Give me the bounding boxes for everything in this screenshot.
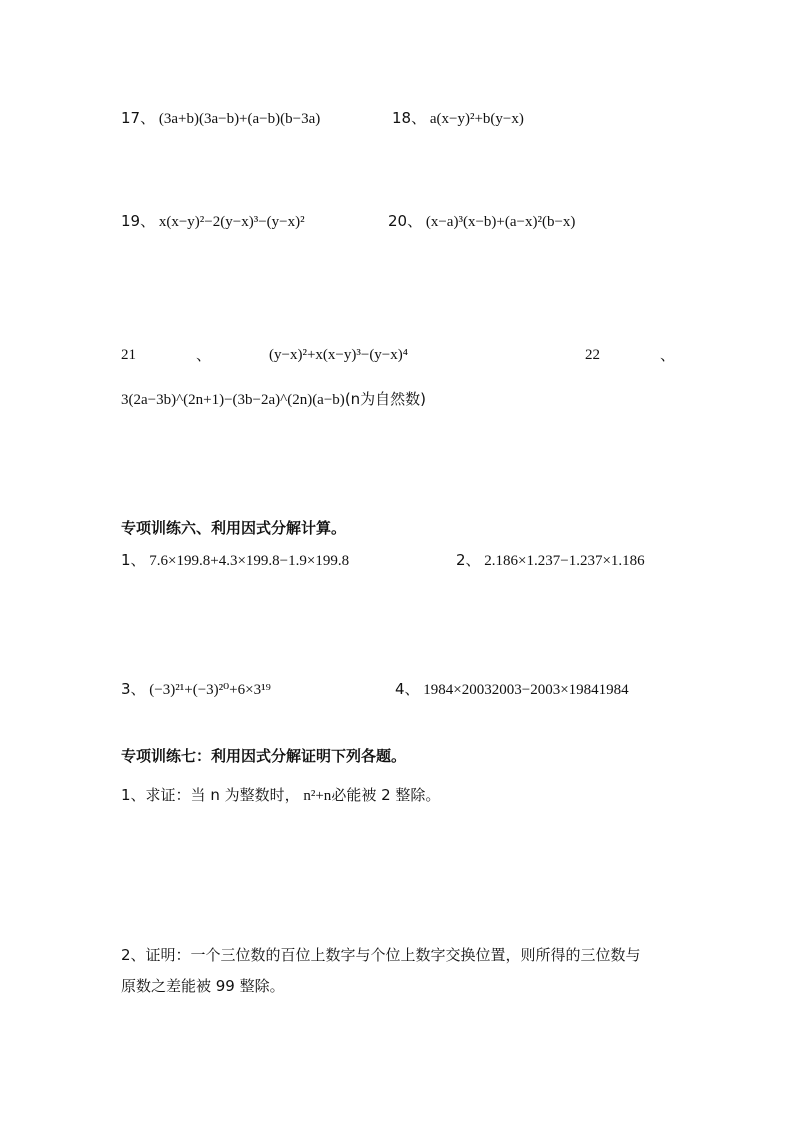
section-7-item-2-line-1 (121, 945, 641, 966)
problem-21-expression: (y−x)²+x(x−y)³−(y−x)⁴ (269, 347, 408, 363)
math-expression: (−3)²¹+(−3)²⁰+6×3¹⁹ (149, 682, 271, 698)
item-text: 证明：一个三位数的百位上数字与个位上数字交换位置，则所得的三位数与 (145, 946, 641, 964)
problem-19 (121, 211, 305, 232)
problem-number: 19、 (121, 212, 156, 230)
problem-number: 17、 (121, 109, 156, 127)
section-6-item-2 (456, 550, 645, 571)
item-number: 4、 (395, 680, 420, 698)
item-number: 1、 (121, 551, 146, 569)
section-7-item-1 (121, 785, 440, 806)
math-expression: 3(2a−3b)^(2n+1)−(3b−2a)^(2n)(a−b) (121, 392, 345, 408)
item-text-a: 求证：当 n 为整数时， (145, 786, 300, 804)
section-6-heading: 专项训练六、利用因式分解计算。 (121, 519, 347, 537)
section-7-heading: 专项训练七：利用因式分解证明下列各题。 (121, 747, 407, 765)
problem-22-number: 22 (585, 347, 600, 363)
problem-22-note: (n为自然数) (344, 390, 427, 408)
math-expression: (x−a)³(x−b)+(a−x)²(b−x) (425, 214, 576, 230)
math-expression: 2.186×1.237−1.237×1.186 (484, 553, 645, 569)
math-expression: 1984×20032003−2003×19841984 (423, 682, 629, 698)
math-expression: (3a+b)(3a−b)+(a−b)(b−3a) (158, 111, 321, 127)
problem-20 (388, 211, 575, 232)
problem-22-separator: 、 (660, 346, 676, 364)
section-6-item-4 (395, 679, 629, 700)
math-expression: n²+n (303, 788, 332, 804)
item-number: 3、 (121, 680, 146, 698)
problem-18 (392, 108, 524, 129)
section-6-item-1 (121, 550, 349, 571)
problem-number: 20、 (388, 212, 423, 230)
item-number: 1、 (121, 786, 146, 804)
math-expression: x(x−y)²−2(y−x)³−(y−x)² (158, 214, 305, 230)
problem-22-body (121, 389, 426, 410)
math-expression: 7.6×199.8+4.3×199.8−1.9×199.8 (149, 553, 350, 569)
problem-21-number: 21 (121, 347, 136, 363)
problem-21-separator: 、 (196, 346, 212, 364)
item-text-b: 必能被 2 整除。 (331, 786, 441, 804)
section-6-item-3 (121, 679, 271, 700)
problem-17 (121, 108, 320, 129)
item-number: 2、 (456, 551, 481, 569)
math-expression: a(x−y)²+b(y−x) (429, 111, 524, 127)
problem-number: 18、 (392, 109, 427, 127)
item-number: 2、 (121, 946, 146, 964)
section-7-item-2-line-2: 原数之差能被 99 整除。 (121, 977, 285, 995)
